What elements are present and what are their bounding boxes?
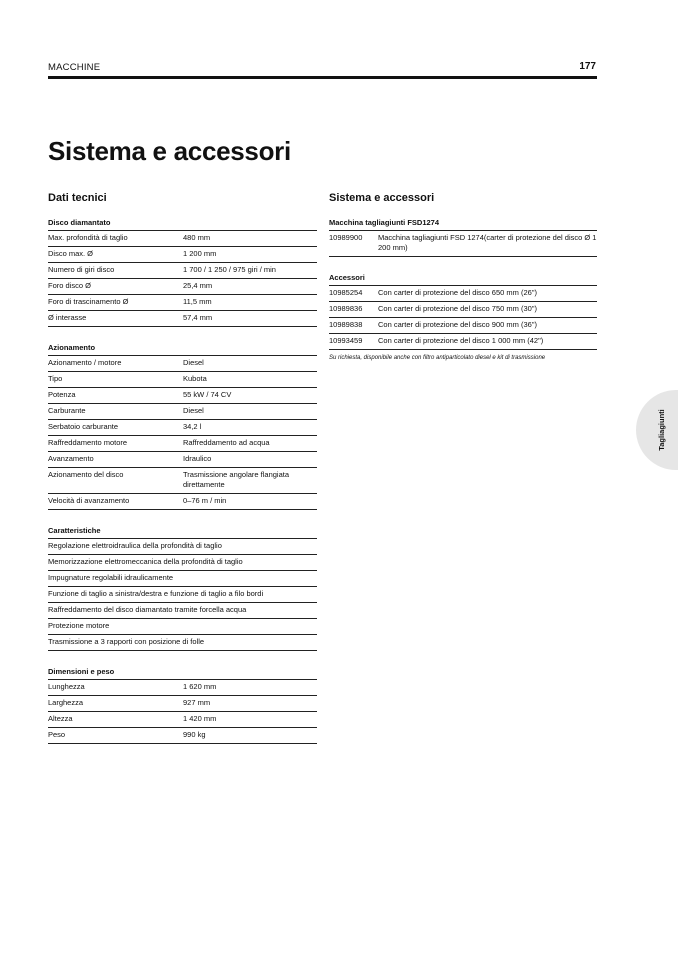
row-key: Avanzamento [48,454,94,463]
article-description: Con carter di protezione del disco 650 mm (26") [378,288,537,297]
group-heading: Disco diamantato [48,218,317,231]
table-row [48,494,317,510]
row-key: Raffreddamento motore [48,438,128,447]
table-row [48,263,317,279]
row-key: Tipo [48,374,63,383]
row-value: 0–76 m / min [183,496,227,505]
table-row [329,334,597,350]
footnote: Su richiesta, disponibile anche con filtro antiparticolato diesel e kit di trasmissione [329,355,546,361]
group-drive [48,343,317,510]
group-features [48,526,317,651]
table-row [48,436,317,452]
table-row [48,712,317,728]
header-section-label: MACCHINE [48,62,101,73]
article-code: 10989838 [329,320,363,329]
row-key: Velocità di avanzamento [48,496,130,505]
row-key: Altezza [48,714,73,723]
feature-text: Raffreddamento del disco diamantato tramite forcella acqua [48,605,247,614]
group-heading: Caratteristiche [48,526,317,539]
list-item [48,571,317,587]
row-key: Potenza [48,390,76,399]
article-description: Macchina tagliagiunti FSD 1274(carter di protezione del disco Ø 1 200 mm) [378,233,597,252]
page-title: Sistema e accessori [48,136,291,166]
row-value: 25,4 mm [183,281,213,290]
group-machine [329,218,597,257]
page-number: 177 [579,61,596,72]
group-heading: Azionamento [48,343,317,356]
row-value: 1 420 mm [183,714,217,723]
row-value: 990 kg [183,730,206,739]
row-value: 1 620 mm [183,682,217,691]
table-row [48,404,317,420]
row-key: Azionamento / motore [48,358,122,367]
group-heading: Accessori [329,273,597,286]
row-key: Azionamento del disco [48,470,124,479]
row-value: 927 mm [183,698,211,707]
table-row [329,302,597,318]
table-row [48,728,317,744]
table-row [48,295,317,311]
group-accessories [329,273,597,362]
list-item [48,603,317,619]
row-key: Carburante [48,406,86,415]
group-diamond-disc [48,218,317,327]
list-item [48,635,317,651]
row-key: Numero di giri disco [48,265,115,274]
row-value: 34,2 l [183,422,202,431]
row-key: Lunghezza [48,682,85,691]
system-accessories-title: Sistema e accessori [329,192,435,204]
row-key: Foro disco Ø [48,281,91,290]
row-key: Peso [48,730,66,739]
list-item [48,587,317,603]
table-row [48,356,317,372]
row-value: 1 200 mm [183,249,217,258]
table-row [48,372,317,388]
row-value: 57,4 mm [183,313,213,322]
feature-text: Regolazione elettroidraulica della profondità di taglio [48,541,222,550]
group-heading: Macchina tagliagiunti FSD1274 [329,218,597,231]
feature-text: Protezione motore [48,621,110,630]
row-value: Idraulico [183,454,212,463]
row-value: Trasmissione angolare flangiata direttamente [183,470,290,489]
row-value: 55 kW / 74 CV [183,390,232,399]
row-key: Larghezza [48,698,84,707]
table-row [48,452,317,468]
table-row [48,680,317,696]
side-tab-label: Tagliagiunti [657,409,666,451]
system-accessories-column [329,192,597,362]
article-code: 10985254 [329,288,363,297]
table-row [48,311,317,327]
table-row [48,231,317,247]
row-key: Ø interasse [48,313,87,322]
technical-data-title: Dati tecnici [48,192,107,204]
table-row [329,318,597,334]
list-item [48,539,317,555]
row-value: 11,5 mm [183,297,212,306]
feature-text: Funzione di taglio a sinistra/destra e funzione di taglio a filo bordi [48,589,264,598]
row-value: Diesel [183,358,204,367]
row-key: Serbatoio carburante [48,422,119,431]
row-key: Disco max. Ø [48,249,94,258]
row-value: 480 mm [183,233,211,242]
feature-text: Impugnature regolabili idraulicamente [48,573,174,582]
table-row [48,247,317,263]
row-value: Raffreddamento ad acqua [183,438,270,447]
table-row [48,468,317,494]
list-item [48,619,317,635]
table-row [329,231,597,257]
article-code: 10989900 [329,233,363,242]
table-row [48,696,317,712]
article-code: 10989836 [329,304,363,313]
group-dimensions-weight [48,667,317,744]
table-row [329,286,597,302]
article-code: 10993459 [329,336,363,345]
group-heading: Dimensioni e peso [48,667,317,680]
list-item [48,555,317,571]
row-value: Kubota [183,374,207,383]
row-key: Foro di trascinamento Ø [48,297,129,306]
feature-text: Trasmissione a 3 rapporti con posizione di folle [48,637,205,646]
table-row [48,279,317,295]
feature-text: Memorizzazione elettromeccanica della profondità di taglio [48,557,243,566]
header-rule [48,76,597,79]
table-row [48,420,317,436]
table-row [48,388,317,404]
row-value: 1 700 / 1 250 / 975 giri / min [183,265,276,274]
article-description: Con carter di protezione del disco 750 mm (30") [378,304,537,313]
article-description: Con carter di protezione del disco 900 mm (36") [378,320,537,329]
article-description: Con carter di protezione del disco 1 000 mm (42") [378,336,544,345]
row-key: Max. profondità di taglio [48,233,128,242]
row-value: Diesel [183,406,204,415]
technical-data-column [48,192,317,744]
